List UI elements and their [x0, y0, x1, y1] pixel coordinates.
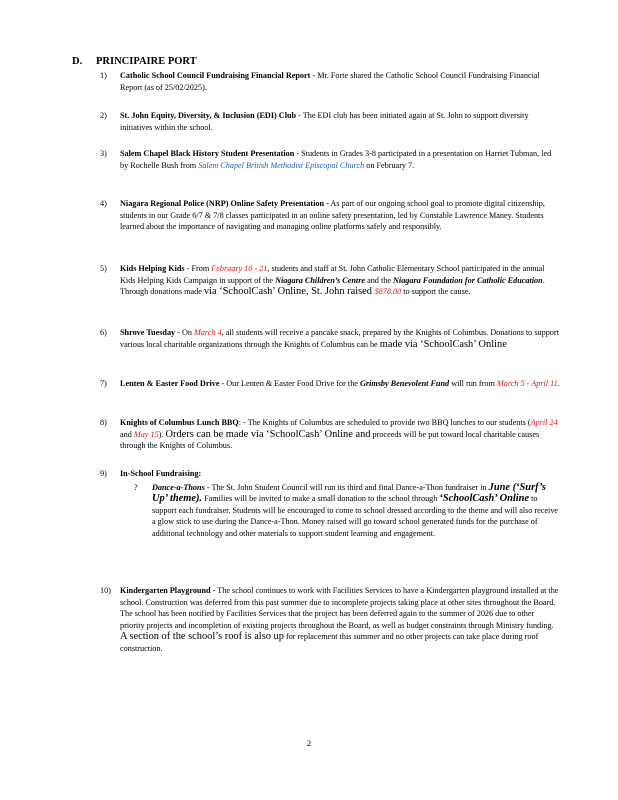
org-name: Niagara Children’s Centre — [275, 275, 366, 285]
amount-raised: $878.00 — [374, 287, 402, 297]
agenda-item-3 — [100, 148, 560, 171]
item-body: , all students will receive a pancake snack, prepared by the Knights of Columbus. Donations to support various local charitable organizations through the Knights of Columbus can be — [120, 328, 559, 349]
item-body: - The St. John Student Council will run its third and final Dance-a-Thon fundraiser in — [204, 482, 489, 492]
schoolcash-text: ‘SchoolCash’ Online — [439, 493, 530, 505]
item-title: Shrove Tuesday — [120, 328, 176, 337]
item-number: 6) — [100, 328, 107, 337]
item-body: - Our Lenten & Easter Food Drive for the — [219, 379, 360, 388]
item-title: Niagara Regional Police (NRP) Online Safety Presentation — [120, 199, 325, 208]
item-title: Knights of Columbus Lunch BBQ — [120, 418, 239, 427]
church-link[interactable]: Salem Chapel British Methodist Episcopal Church — [198, 160, 365, 170]
item-body: . Through donations made — [120, 275, 545, 297]
org-name: Niagara Foundation for Catholic Education — [393, 275, 543, 285]
item-body: - Mr. Forte shared the Catholic School Council Fundraising Financial Report (as of 25/02/2025). — [120, 71, 540, 92]
event-date: April 24 — [530, 418, 558, 427]
event-date: May 15 — [133, 429, 159, 439]
agenda-item-5 — [100, 263, 560, 298]
item-number: 3) — [100, 149, 107, 158]
item-number: 10) — [100, 586, 111, 595]
item-title: Salem Chapel Black History Student Presentation — [120, 149, 295, 158]
event-date: March 4 — [194, 328, 222, 337]
item-number: 2) — [100, 111, 107, 120]
campaign-date: February 10 - 21 — [211, 264, 268, 273]
item-body: and the — [365, 275, 393, 285]
item-body: , students and staff at St. John Catholic Elementary School participated in the annual Kids Helping Kids Campaign in support of the — [120, 264, 545, 285]
item-title: In-School Fundraising: — [120, 469, 202, 478]
item-body: - As part of our ongoing school goal to promote digital citizenship, students in our Grade 6/7 & 7/8 classes participated in an online safety presentation, led by Constable Lawrence Maney. Students learned about the importance of navigating and managing online platforms safely and responsibly. — [120, 199, 545, 232]
item-number: 9) — [100, 469, 107, 478]
page-number: 2 — [306, 738, 312, 748]
item-body: and — [120, 429, 134, 439]
item-body: for replacement this summer and no other projects can take place during roof construction. — [120, 632, 539, 653]
item-body: - On — [175, 328, 195, 337]
item-body: to support each fundraiser. Students will be encouraged to come to school dressed according to the theme and will also receive a glow stick to use during the Dance-a-Thon. Money raised will go toward school generated funds for the purchase of additional technology and other materials to support student learning and engagement. — [152, 494, 559, 538]
agenda-item-9 — [100, 468, 560, 540]
item-number: 4) — [100, 199, 107, 208]
emphasis-text: Orders can be made via ‘SchoolCash’ Online and — [165, 428, 371, 440]
item-body: : - The Knights of Columbus are scheduled to provide two BBQ lunches to our students ( — [238, 418, 531, 427]
item-body: proceeds will be put toward local charitable causes through the Knights of Columbus. — [120, 429, 540, 451]
item-title: Kindergarten Playground — [120, 586, 211, 595]
emphasis-text: via ‘SchoolCash’ Online, St. John raised — [203, 286, 375, 298]
item-body: Families will be invited to make a small donation to the school through — [202, 494, 440, 504]
emphasis-text: A section of the school’s roof is also up — [120, 631, 284, 643]
agenda-item-2 — [100, 110, 560, 133]
bullet-icon: ? — [134, 482, 138, 492]
item-number: 1) — [100, 71, 107, 80]
item-body: to support the cause. — [401, 287, 471, 297]
item-number: 8) — [100, 418, 107, 427]
item-number: 5) — [100, 264, 107, 273]
item-body: - Students in Grades 3-8 participated in a presentation on Harriet Tubman, led by Rochelle Bush from — [120, 149, 552, 170]
sub-title: Dance-a-Thons — [152, 482, 205, 492]
agenda-item-7 — [100, 378, 560, 390]
bullet-item — [128, 482, 560, 540]
item-title: Catholic School Council Fundraising Financial Report — [120, 71, 311, 80]
agenda-item-6 — [100, 327, 560, 350]
section-title: PRINCIPAIRE PORT — [96, 56, 197, 67]
section-letter: D. — [72, 56, 83, 67]
theme-text: June (‘Surf’s Up’ theme). — [152, 481, 546, 505]
section-heading — [72, 56, 197, 67]
item-body: . — [557, 379, 560, 388]
emphasis-text: made via ‘SchoolCash’ Online — [379, 338, 507, 350]
item-body: - From — [184, 264, 212, 273]
item-title: Lenten & Easter Food Drive — [120, 379, 220, 388]
item-body: - The school continues to work with Facilities Services to have a Kindergarten playground installed at the school. Construction was deferred from this past summer due to incomplete projects taking place at other sites throughout the Board. The school has been notified by Facilities Services that the project has been deferred again to the summer of 2026 due to other priority projects and incompletion of existing projects throughout the Board, as well as budget constraints through Ministry funding. — [120, 586, 559, 630]
item-body: will run from — [449, 379, 497, 388]
item-body: - The EDI club has been initiated again at St. John to support diversity initiatives within the school. — [120, 111, 529, 132]
item-body: ). — [158, 429, 166, 439]
agenda-item-4 — [100, 198, 560, 233]
item-number: 7) — [100, 379, 107, 388]
item-body: on February 7. — [364, 160, 415, 170]
event-date: March 5 - April 11 — [496, 379, 558, 388]
agenda-item-8 — [100, 417, 560, 452]
item-title: St. John Equity, Diversity, & Inclusion (EDI) Club — [120, 111, 297, 120]
agenda-item-1 — [100, 70, 560, 93]
org-name: Grimsby Benevolent Fund — [359, 379, 450, 388]
agenda-item-10 — [100, 585, 560, 655]
item-title: Kids Helping Kids — [120, 264, 185, 273]
